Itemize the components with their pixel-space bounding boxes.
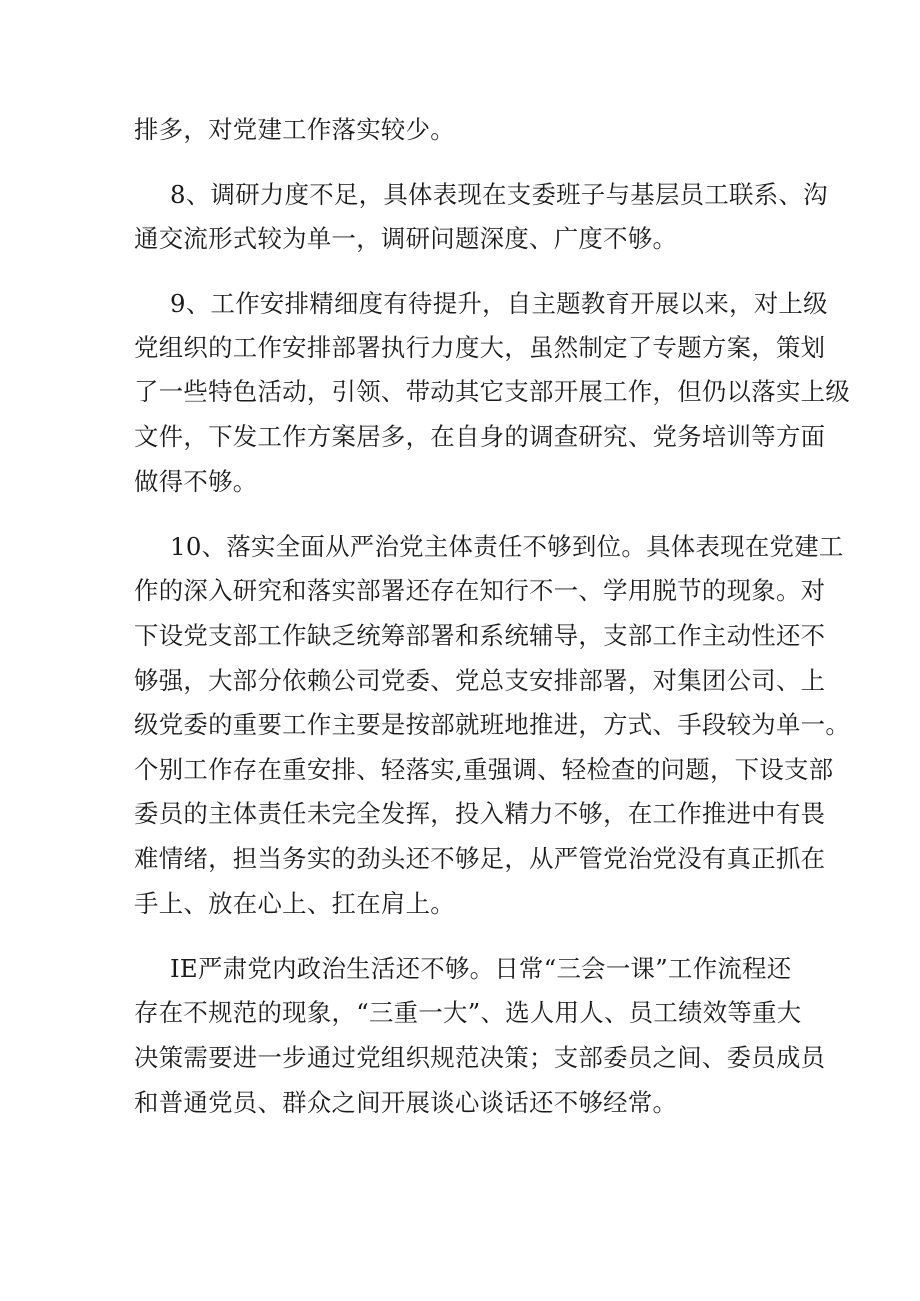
text-line: 8、调研力度不足，具体表现在支委班子与基层员工联系、沟 <box>170 180 828 209</box>
text-line: 个别工作存在重安排、轻落实,重强调、轻检查的问题，下设支部 <box>134 755 834 784</box>
text-line: 9、工作安排精细度有待提升，自主题教育开展以来，对上级 <box>170 289 828 318</box>
text-line: 做得不够。 <box>134 467 258 496</box>
text-line: 决策需要进一步通过党组织规范决策；支部委员之间、委员成员 <box>134 1043 826 1072</box>
text-line: 10、落实全面从严治党主体责任不够到位。具体表现在党建工 <box>170 532 844 561</box>
text-line: 存在不规范的现象，“三重一大”、选人用人、员工绩效等重大 <box>134 998 802 1027</box>
text-line: 作的深入研究和落实部署还存在知行不一、学用脱节的现象。对 <box>134 576 826 605</box>
text-line: 手上、放在心上、扛在肩上。 <box>134 889 455 918</box>
text-line: 够强，大部分依赖公司党委、党总支安排部署，对集团公司、上 <box>134 666 826 695</box>
text-line: 级党委的重要工作主要是按部就班地推进，方式、手段较为单一。 <box>134 710 851 739</box>
text-line: 党组织的工作安排部署执行力度大，虽然制定了专题方案，策划 <box>134 333 826 362</box>
text-line: 难情绪，担当务实的劲头还不够足，从严管党治党没有真正抓在 <box>134 844 826 873</box>
text-line: 委员的主体责任未完全发挥，投入精力不够，在工作推进中有畏 <box>134 799 826 828</box>
text-line: 通交流形式较为单一，调研问题深度、广度不够。 <box>134 224 678 253</box>
text-line: IE严肃党内政治生活还不够。日常“三会一课”工作流程还 <box>170 954 792 983</box>
text-line: 下设党支部工作缺乏统筹部署和系统辅导，支部工作主动性还不 <box>134 621 826 650</box>
text-line: 和普通党员、群众之间开展谈心谈话还不够经常。 <box>134 1088 678 1117</box>
text-line: 了一些特色活动，引领、带动其它支部开展工作，但仍以落实上级 <box>134 377 851 406</box>
text-line: 排多，对党建工作落实较少。 <box>134 115 455 144</box>
text-line: 文件，下发工作方案居多，在自身的调查研究、党务培训等方面 <box>134 422 826 451</box>
